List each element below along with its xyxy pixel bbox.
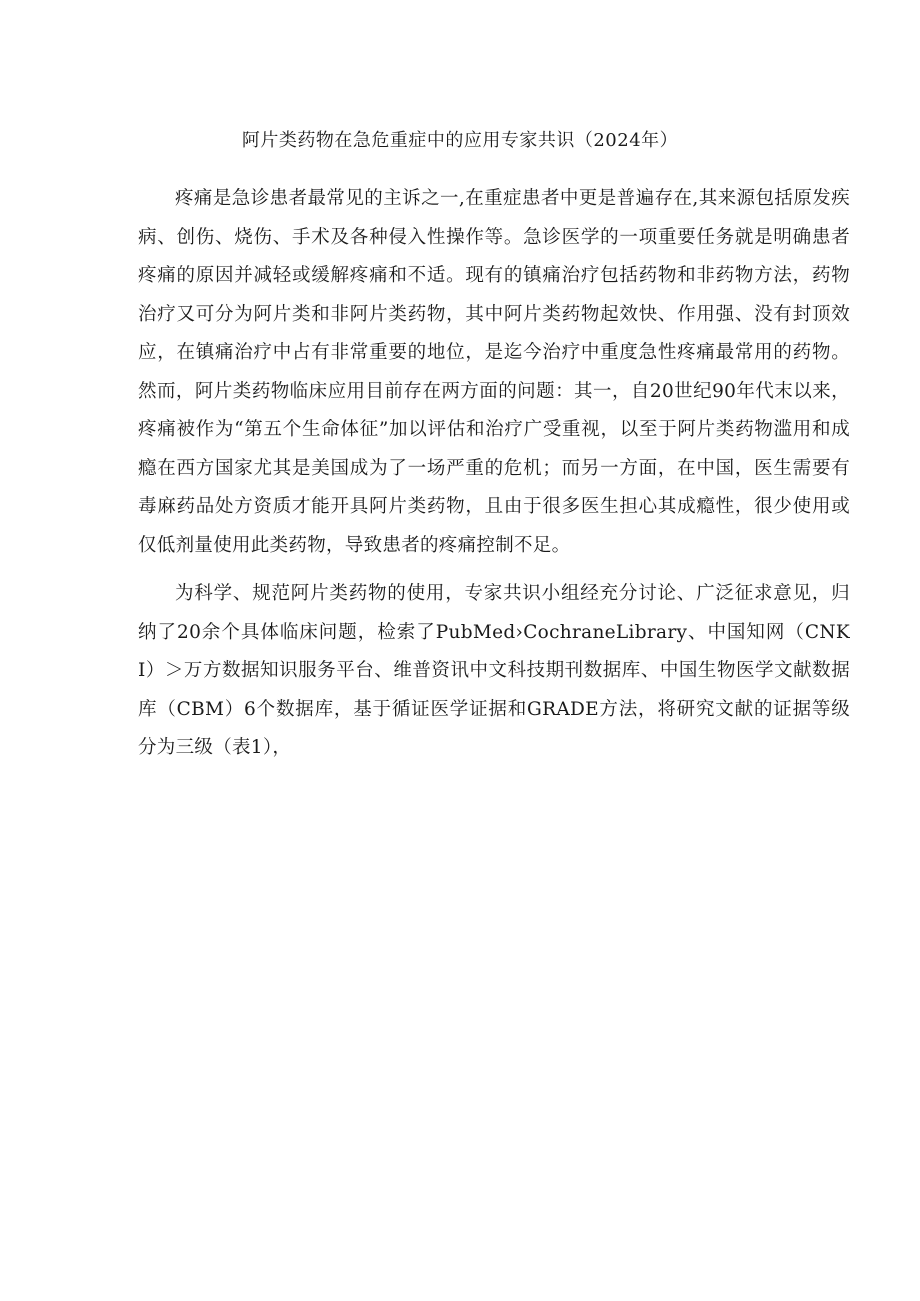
paragraph-1: 疼痛是急诊患者最常见的主诉之一,在重症患者中更是普遍存在,其来源包括原发疾病、创伤、烧伤、手术及各种侵入性操作等。急诊医学的一项重要任务就是明确患者疼痛的原因并减轻或缓解疼痛和不适。现有的镇痛治疗包括药物和非药物方法，药物治疗又可分为阿片类和非阿片类药物，其中阿片类药物起效快、作用强、没有封顶效应，在镇痛治疗中占有非常重要的地位，是迄今治疗中重度急性疼痛最常用的药物。然而，阿片类药物临床应用目前存在两方面的问题：其一，自20世纪90年代末以来，疼痛被作为“第五个生命体征”加以评估和治疗广受重视，以至于阿片类药物滥用和成瘾在西方国家尤其是美国成为了一场严重的危机；而另一方面，在中国，医生需要有毒麻药品处方资质才能开具阿片类药物，且由于很多医生担心其成瘾性，很少使用或仅低剂量使用此类药物，导致患者的疼痛控制不足。 [138, 188, 850, 556]
paragraph-2: 为科学、规范阿片类药物的使用，专家共识小组经充分讨论、广泛征求意见，归纳了20余个具体临床问题，检索了PubMed›CochraneLibrary、中国知网（CNKI）＞万方数据知识服务平台、维普资讯中文科技期刊数据库、中国生物医学文献数据库（CBM）6个数据库，基于循证医学证据和GRADE方法，将研究文献的证据等级分为三级（表1）， [138, 583, 850, 758]
document-body [138, 180, 850, 778]
document-title: 阿片类药物在急危重症中的应用专家共识（2024年） [241, 130, 679, 151]
